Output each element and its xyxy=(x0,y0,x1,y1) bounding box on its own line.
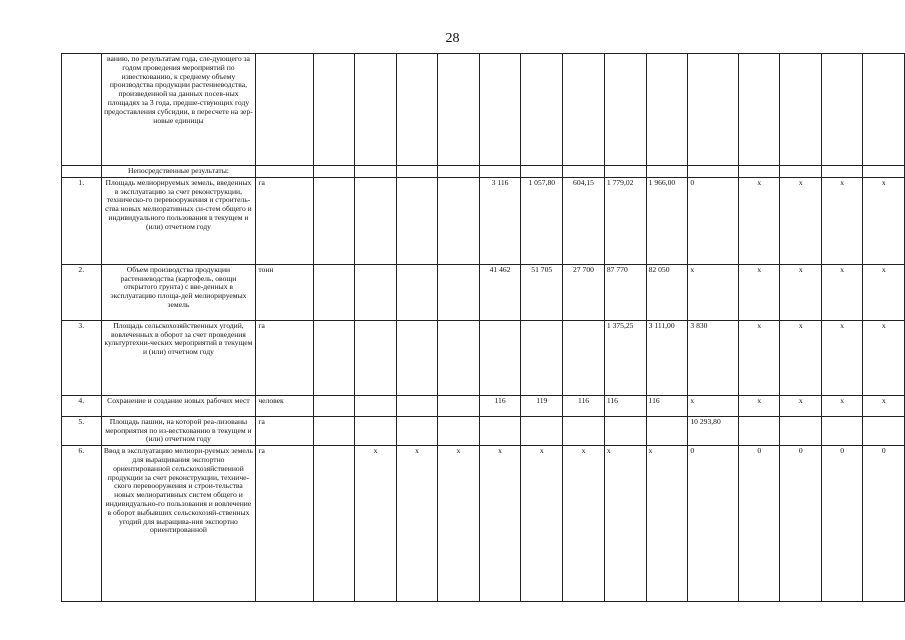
value-cell: 116 xyxy=(604,395,646,416)
value-cell xyxy=(438,166,479,178)
value-cell xyxy=(396,166,437,178)
indicator-name-cell: Площадь мелиорируемых земель, введенных в эксплуатацию за счет реконструкции, техническо-го перевооружения и строитель-ства новых мелиоративных си-стем общего и индивидуального пользования в текущем и (или) отчетном году xyxy=(101,177,256,264)
value-cell: х xyxy=(646,446,688,602)
value-cell: х xyxy=(821,320,862,395)
value-cell: 0 xyxy=(688,177,739,264)
unit-cell xyxy=(256,54,314,166)
value-cell: 27 700 xyxy=(563,264,605,320)
value-cell: х xyxy=(780,395,821,416)
value-cell xyxy=(396,264,437,320)
table-row xyxy=(62,264,905,320)
value-cell xyxy=(863,416,905,445)
value-cell xyxy=(738,54,779,166)
row-number-cell: 4. xyxy=(62,395,102,416)
value-cell: 116 xyxy=(563,395,605,416)
value-cell xyxy=(355,416,396,445)
value-cell: х xyxy=(688,395,739,416)
value-cell xyxy=(313,320,354,395)
value-cell xyxy=(521,54,563,166)
unit-cell: га xyxy=(256,446,314,602)
value-cell xyxy=(313,395,354,416)
value-cell: 3 830 xyxy=(688,320,739,395)
unit-cell: га xyxy=(256,416,314,445)
value-cell xyxy=(688,54,739,166)
value-cell: х xyxy=(688,264,739,320)
value-cell xyxy=(821,416,862,445)
value-cell: х xyxy=(863,177,905,264)
table-row xyxy=(62,177,905,264)
value-cell: 119 xyxy=(521,395,563,416)
value-cell xyxy=(438,320,479,395)
value-cell xyxy=(355,395,396,416)
table-row xyxy=(62,166,905,178)
value-cell xyxy=(563,166,605,178)
indicator-name-cell: Непосредственные результаты: xyxy=(101,166,256,178)
value-cell: 116 xyxy=(646,395,688,416)
table-row xyxy=(62,416,905,445)
value-cell: х xyxy=(563,446,605,602)
value-cell xyxy=(738,416,779,445)
value-cell: 1 779,02 xyxy=(604,177,646,264)
value-cell xyxy=(563,416,605,445)
value-cell: 51 705 xyxy=(521,264,563,320)
value-cell: х xyxy=(604,446,646,602)
value-cell xyxy=(521,166,563,178)
indicator-name-cell: Площадь сельскохозяйственных угодий, вовлеченных в оборот за счет проведения культуртехни-ческих мероприятий в текущем и (или) отчетном году xyxy=(101,320,256,395)
row-number-cell: 5. xyxy=(62,416,102,445)
value-cell: х xyxy=(438,446,479,602)
value-cell xyxy=(780,416,821,445)
value-cell: 10 293,80 xyxy=(688,416,739,445)
unit-cell: га xyxy=(256,177,314,264)
value-cell xyxy=(563,54,605,166)
value-cell xyxy=(863,54,905,166)
value-cell: х xyxy=(780,177,821,264)
value-cell xyxy=(396,416,437,445)
value-cell xyxy=(313,264,354,320)
value-cell xyxy=(396,54,437,166)
value-cell xyxy=(479,54,521,166)
value-cell: х xyxy=(521,446,563,602)
value-cell: х xyxy=(863,395,905,416)
value-cell: 604,15 xyxy=(563,177,605,264)
value-cell: 82 050 xyxy=(646,264,688,320)
value-cell xyxy=(604,416,646,445)
value-cell: х xyxy=(863,320,905,395)
unit-cell: человек xyxy=(256,395,314,416)
value-cell: 41 462 xyxy=(479,264,521,320)
value-cell: 1 966,00 xyxy=(646,177,688,264)
unit-cell: га xyxy=(256,320,314,395)
value-cell: 116 xyxy=(479,395,521,416)
value-cell: 87 770 xyxy=(604,264,646,320)
value-cell xyxy=(313,54,354,166)
value-cell xyxy=(313,446,354,602)
indicator-name-cell: Ввод в эксплуатацию мелиори-руемых земель для выращивания экспортно ориентированной сельскохозяйственной продукции за счет реконструкции, техниче-ского перевооружения и строи-тельства новых мелиоративных систем общего и индивидуально-го пользования и вовлечение в оборот выбывших сельскохозяй-ственных угодий для выращива-ния экспортно ориентированной xyxy=(101,446,256,602)
value-cell: 0 xyxy=(738,446,779,602)
value-cell: х xyxy=(355,446,396,602)
row-number-cell xyxy=(62,54,102,166)
value-cell xyxy=(313,166,354,178)
value-cell: 1 375,25 xyxy=(604,320,646,395)
value-cell xyxy=(313,416,354,445)
value-cell xyxy=(438,177,479,264)
indicator-name-cell: ванию, по результатам года, сле-дующего за годом проведения мероприятий по известкованию, к среднему объему производства продукции растениеводства, произведенной на данных посев-ных площадях за 3 года, предше-ствующих году предоставления субсидии, в пересчете на зер-новые единицы xyxy=(101,54,256,166)
value-cell xyxy=(604,54,646,166)
value-cell xyxy=(355,264,396,320)
value-cell: 0 xyxy=(688,446,739,602)
table-row xyxy=(62,446,905,602)
value-cell xyxy=(646,54,688,166)
value-cell xyxy=(646,416,688,445)
table-body xyxy=(62,54,905,602)
value-cell xyxy=(438,416,479,445)
indicator-name-cell: Объем производства продукции растениеводства (картофель, овощи открытого грунта) с вве-денных в эксплуатацию площа-дей мелиорируемых земель xyxy=(101,264,256,320)
value-cell: х xyxy=(780,320,821,395)
value-cell xyxy=(821,54,862,166)
value-cell xyxy=(396,177,437,264)
indicator-name-cell: Площадь пашни, на которой реа-лизованы мероприятия по из-весткованию в текущем и (или) отчетном году xyxy=(101,416,256,445)
value-cell xyxy=(479,166,521,178)
value-cell: х xyxy=(821,264,862,320)
value-cell xyxy=(821,166,862,178)
value-cell: х xyxy=(780,264,821,320)
value-cell: 3 116 xyxy=(479,177,521,264)
value-cell xyxy=(396,395,437,416)
value-cell xyxy=(438,395,479,416)
unit-cell xyxy=(256,166,314,178)
row-number-cell xyxy=(62,166,102,178)
value-cell xyxy=(355,177,396,264)
value-cell xyxy=(438,54,479,166)
row-number-cell: 1. xyxy=(62,177,102,264)
value-cell xyxy=(738,166,779,178)
value-cell: х xyxy=(738,320,779,395)
value-cell xyxy=(646,166,688,178)
value-cell xyxy=(355,320,396,395)
value-cell xyxy=(780,54,821,166)
value-cell: х xyxy=(863,264,905,320)
value-cell: х xyxy=(479,446,521,602)
value-cell: х xyxy=(738,395,779,416)
indicator-name-cell: Сохранение и создание новых рабочих мест xyxy=(101,395,256,416)
value-cell xyxy=(688,166,739,178)
value-cell xyxy=(479,320,521,395)
value-cell xyxy=(563,320,605,395)
row-number-cell: 2. xyxy=(62,264,102,320)
table-row xyxy=(62,54,905,166)
value-cell xyxy=(355,166,396,178)
value-cell: х xyxy=(738,264,779,320)
value-cell: 1 057,80 xyxy=(521,177,563,264)
value-cell: 3 111,00 xyxy=(646,320,688,395)
row-number-cell: 3. xyxy=(62,320,102,395)
page-number: 28 xyxy=(445,31,460,46)
value-cell xyxy=(521,320,563,395)
row-number-cell: 6. xyxy=(62,446,102,602)
value-cell: х xyxy=(821,177,862,264)
value-cell xyxy=(438,264,479,320)
value-cell: 0 xyxy=(821,446,862,602)
unit-cell: тонн xyxy=(256,264,314,320)
indicators-table xyxy=(61,53,905,602)
value-cell: 0 xyxy=(780,446,821,602)
value-cell xyxy=(863,166,905,178)
value-cell xyxy=(313,177,354,264)
value-cell xyxy=(780,166,821,178)
value-cell: х xyxy=(821,395,862,416)
value-cell: 0 xyxy=(863,446,905,602)
value-cell xyxy=(355,54,396,166)
table-row xyxy=(62,395,905,416)
table-row xyxy=(62,320,905,395)
value-cell xyxy=(521,416,563,445)
value-cell xyxy=(396,320,437,395)
value-cell: х xyxy=(738,177,779,264)
value-cell xyxy=(479,416,521,445)
value-cell xyxy=(604,166,646,178)
value-cell: х xyxy=(396,446,437,602)
